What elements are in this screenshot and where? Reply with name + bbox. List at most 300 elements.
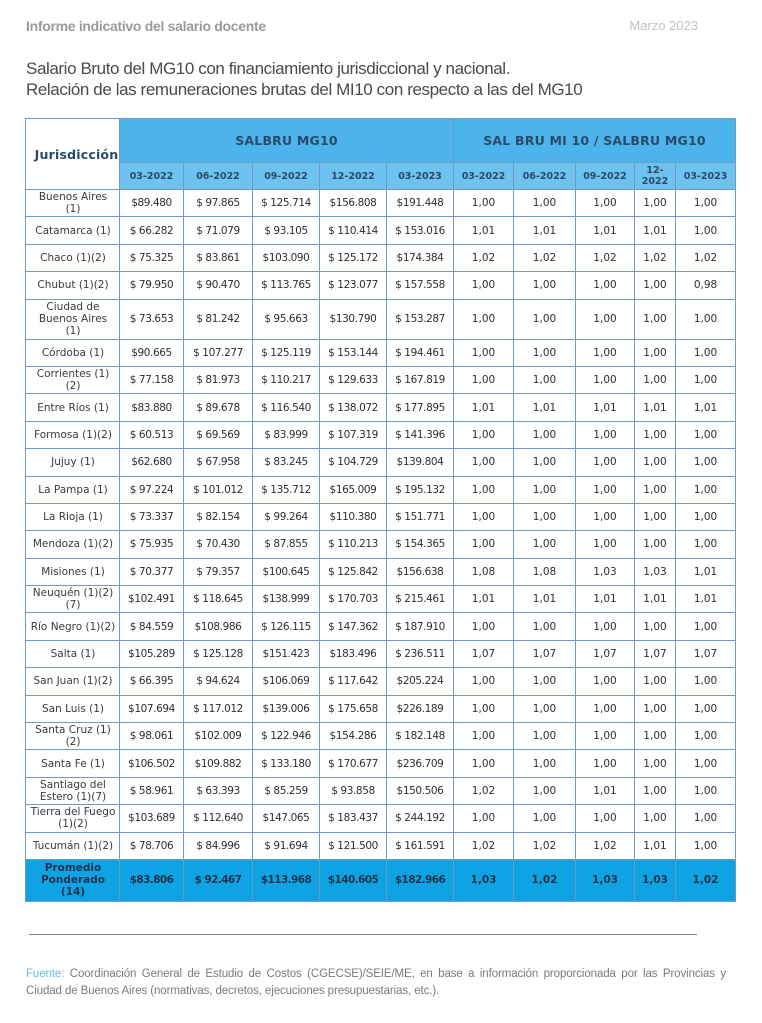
table-row (26, 558, 736, 585)
table-row (26, 272, 736, 299)
ratio-value-cell: 1,00 (676, 777, 736, 804)
ratio-value-cell: 1,00 (514, 299, 576, 339)
salbru-value-cell: $ 153.144 (320, 339, 387, 366)
summary-ratio-cell: 1,03 (635, 859, 676, 901)
ratio-value-cell: 1,01 (514, 586, 576, 613)
ratio-value-cell: 1,02 (676, 244, 736, 271)
table-row (26, 421, 736, 448)
salbru-value-cell: $ 175.658 (320, 695, 387, 722)
salbru-value-cell: $ 147.362 (320, 613, 387, 640)
jurisdiction-cell: Santiago del Estero (1)(7) (26, 777, 120, 804)
salbru-value-cell: $ 154.365 (387, 531, 454, 558)
ratio-value-cell: 1,00 (676, 299, 736, 339)
salbru-value-cell: $ 107.277 (184, 339, 253, 366)
salbru-value-cell: $ 113.765 (253, 272, 320, 299)
ratio-value-cell: 1,00 (635, 421, 676, 448)
salbru-value-cell: $ 78.706 (120, 832, 184, 859)
salbru-value-cell: $ 194.461 (387, 339, 454, 366)
salbru-value-cell: $108.986 (184, 613, 253, 640)
table-row (26, 503, 736, 530)
salbru-value-cell: $ 83.861 (184, 244, 253, 271)
ratio-value-cell: 1,01 (676, 586, 736, 613)
salbru-value-cell: $ 125.128 (184, 640, 253, 667)
ratio-value-cell: 1,02 (635, 244, 676, 271)
ratio-value-cell: 1,00 (676, 503, 736, 530)
ratio-value-cell: 1,00 (676, 832, 736, 859)
salbru-value-cell: $ 157.558 (387, 272, 454, 299)
ratio-value-cell: 1,00 (576, 299, 635, 339)
summary-salbru-cell: $ 92.467 (184, 859, 253, 901)
jurisdiction-column-header: Jurisdicción (26, 119, 120, 190)
ratio-period-header: 06-2022 (514, 163, 576, 190)
jurisdiction-cell: Salta (1) (26, 640, 120, 667)
ratio-group-header: SAL BRU MI 10 / SALBRU MG10 (454, 119, 736, 163)
salbru-value-cell: $ 112.640 (184, 805, 253, 832)
jurisdiction-cell: Chubut (1)(2) (26, 272, 120, 299)
jurisdiction-cell: Entre Ríos (1) (26, 394, 120, 421)
footer-divider (29, 934, 697, 935)
ratio-value-cell: 1,01 (514, 394, 576, 421)
salbru-value-cell: $ 151.771 (387, 503, 454, 530)
salbru-value-cell: $236.709 (387, 750, 454, 777)
source-label: Fuente: (26, 968, 65, 980)
salbru-value-cell: $ 71.079 (184, 217, 253, 244)
salbru-value-cell: $ 135.712 (253, 476, 320, 503)
salary-table (25, 118, 736, 902)
table-row (26, 449, 736, 476)
ratio-value-cell: 1,01 (576, 217, 635, 244)
ratio-value-cell: 1,00 (454, 805, 514, 832)
table-row (26, 190, 736, 217)
ratio-value-cell: 1,00 (576, 190, 635, 217)
ratio-value-cell: 0,98 (676, 272, 736, 299)
ratio-value-cell: 1,00 (635, 503, 676, 530)
ratio-value-cell: 1,02 (454, 832, 514, 859)
ratio-value-cell: 1,07 (576, 640, 635, 667)
table-row (26, 394, 736, 421)
salbru-group-header: SALBRU MG10 (120, 119, 454, 163)
ratio-value-cell: 1,00 (576, 421, 635, 448)
ratio-value-cell: 1,00 (576, 723, 635, 750)
salbru-value-cell: $ 81.973 (184, 366, 253, 393)
jurisdiction-cell: La Rioja (1) (26, 503, 120, 530)
report-header (26, 18, 698, 38)
ratio-value-cell: 1,00 (514, 339, 576, 366)
ratio-value-cell: 1,00 (514, 449, 576, 476)
ratio-value-cell: 1,00 (576, 503, 635, 530)
ratio-value-cell: 1,00 (635, 190, 676, 217)
jurisdiction-cell: Buenos Aires (1) (26, 190, 120, 217)
jurisdiction-cell: Santa Fe (1) (26, 750, 120, 777)
ratio-value-cell: 1,00 (576, 272, 635, 299)
ratio-value-cell: 1,01 (514, 217, 576, 244)
ratio-value-cell: 1,00 (514, 750, 576, 777)
salbru-value-cell: $ 73.653 (120, 299, 184, 339)
salbru-value-cell: $ 133.180 (253, 750, 320, 777)
ratio-value-cell: 1,00 (676, 750, 736, 777)
salbru-value-cell: $ 110.213 (320, 531, 387, 558)
salbru-value-cell: $ 67.958 (184, 449, 253, 476)
ratio-value-cell: 1,00 (514, 668, 576, 695)
ratio-value-cell: 1,02 (454, 777, 514, 804)
ratio-value-cell: 1,00 (454, 299, 514, 339)
ratio-period-header: 09-2022 (576, 163, 635, 190)
salbru-value-cell: $ 73.337 (120, 503, 184, 530)
ratio-value-cell: 1,00 (576, 750, 635, 777)
ratio-value-cell: 1,00 (635, 668, 676, 695)
ratio-value-cell: 1,01 (576, 777, 635, 804)
salbru-value-cell: $ 58.961 (120, 777, 184, 804)
ratio-value-cell: 1,00 (635, 272, 676, 299)
ratio-value-cell: 1,00 (635, 531, 676, 558)
salbru-value-cell: $ 118.645 (184, 586, 253, 613)
ratio-value-cell: 1,01 (676, 558, 736, 585)
ratio-value-cell: 1,00 (454, 476, 514, 503)
ratio-value-cell: 1,03 (576, 558, 635, 585)
salbru-value-cell: $ 69.569 (184, 421, 253, 448)
ratio-value-cell: 1,00 (635, 723, 676, 750)
table-row (26, 723, 736, 750)
ratio-value-cell: 1,00 (576, 366, 635, 393)
ratio-value-cell: 1,00 (676, 217, 736, 244)
jurisdiction-cell: San Juan (1)(2) (26, 668, 120, 695)
ratio-value-cell: 1,07 (635, 640, 676, 667)
salbru-value-cell: $183.496 (320, 640, 387, 667)
table-header (26, 119, 736, 190)
summary-salbru-cell: $140.605 (320, 859, 387, 901)
ratio-value-cell: 1,00 (635, 476, 676, 503)
salbru-value-cell: $174.384 (387, 244, 454, 271)
salbru-value-cell: $ 215.461 (387, 586, 454, 613)
salbru-period-header: 03-2022 (120, 163, 184, 190)
salbru-value-cell: $ 83.999 (253, 421, 320, 448)
salbru-value-cell: $ 122.946 (253, 723, 320, 750)
jurisdiction-cell: Neuquén (1)(2)(7) (26, 586, 120, 613)
summary-label-cell: Promedio Ponderado (14) (26, 859, 120, 901)
salbru-value-cell: $ 93.858 (320, 777, 387, 804)
salbru-value-cell: $ 60.513 (120, 421, 184, 448)
salbru-value-cell: $ 236.511 (387, 640, 454, 667)
source-note (26, 966, 726, 1000)
salbru-value-cell: $139.006 (253, 695, 320, 722)
salbru-value-cell: $105.289 (120, 640, 184, 667)
ratio-value-cell: 1,02 (454, 244, 514, 271)
salbru-value-cell: $ 89.678 (184, 394, 253, 421)
ratio-value-cell: 1,00 (576, 668, 635, 695)
ratio-value-cell: 1,00 (576, 531, 635, 558)
ratio-value-cell: 1,00 (454, 613, 514, 640)
salbru-value-cell: $ 82.154 (184, 503, 253, 530)
salbru-value-cell: $ 110.217 (253, 366, 320, 393)
ratio-value-cell: 1,00 (454, 750, 514, 777)
subtitle-line-2: Relación de las remuneraciones brutas del MI10 con respecto a las del MG10 (26, 80, 583, 99)
salbru-value-cell: $ 195.132 (387, 476, 454, 503)
salbru-value-cell: $ 153.287 (387, 299, 454, 339)
ratio-value-cell: 1,00 (514, 723, 576, 750)
salbru-value-cell: $ 63.393 (184, 777, 253, 804)
salbru-period-header: 12-2022 (320, 163, 387, 190)
table-row (26, 668, 736, 695)
salbru-value-cell: $89.480 (120, 190, 184, 217)
report-date: Marzo 2023 (629, 18, 698, 33)
ratio-value-cell: 1,00 (635, 613, 676, 640)
ratio-value-cell: 1,00 (514, 613, 576, 640)
salbru-value-cell: $ 99.264 (253, 503, 320, 530)
summary-ratio-cell: 1,02 (514, 859, 576, 901)
salbru-value-cell: $ 170.677 (320, 750, 387, 777)
salbru-value-cell: $156.638 (387, 558, 454, 585)
ratio-value-cell: 1,07 (514, 640, 576, 667)
ratio-period-header: 03-2023 (676, 163, 736, 190)
ratio-value-cell: 1,00 (635, 805, 676, 832)
ratio-value-cell: 1,01 (576, 394, 635, 421)
ratio-value-cell: 1,00 (454, 272, 514, 299)
salbru-value-cell: $ 77.158 (120, 366, 184, 393)
table-row (26, 299, 736, 339)
ratio-value-cell: 1,00 (576, 449, 635, 476)
ratio-value-cell: 1,00 (635, 777, 676, 804)
salbru-value-cell: $ 97.865 (184, 190, 253, 217)
salbru-value-cell: $ 125.714 (253, 190, 320, 217)
salbru-value-cell: $106.069 (253, 668, 320, 695)
ratio-value-cell: 1,00 (635, 366, 676, 393)
salbru-period-header: 06-2022 (184, 163, 253, 190)
salbru-value-cell: $ 123.077 (320, 272, 387, 299)
salbru-value-cell: $ 70.430 (184, 531, 253, 558)
salbru-value-cell: $ 107.319 (320, 421, 387, 448)
ratio-value-cell: 1,00 (676, 723, 736, 750)
salbru-value-cell: $130.790 (320, 299, 387, 339)
ratio-value-cell: 1,00 (454, 531, 514, 558)
jurisdiction-cell: Jujuy (1) (26, 449, 120, 476)
salbru-value-cell: $100.645 (253, 558, 320, 585)
ratio-value-cell: 1,00 (576, 339, 635, 366)
ratio-value-cell: 1,00 (514, 805, 576, 832)
salbru-value-cell: $ 84.996 (184, 832, 253, 859)
salbru-value-cell: $ 75.935 (120, 531, 184, 558)
salbru-value-cell: $165.009 (320, 476, 387, 503)
salbru-value-cell: $102.009 (184, 723, 253, 750)
salbru-value-cell: $110.380 (320, 503, 387, 530)
table-row (26, 366, 736, 393)
salbru-value-cell: $ 110.414 (320, 217, 387, 244)
ratio-value-cell: 1,00 (676, 190, 736, 217)
ratio-value-cell: 1,00 (514, 190, 576, 217)
ratio-value-cell: 1,01 (635, 832, 676, 859)
ratio-value-cell: 1,00 (514, 476, 576, 503)
table-row (26, 640, 736, 667)
table-row (26, 476, 736, 503)
ratio-value-cell: 1,07 (454, 640, 514, 667)
table-row (26, 832, 736, 859)
ratio-value-cell: 1,00 (454, 668, 514, 695)
ratio-value-cell: 1,01 (576, 586, 635, 613)
ratio-value-cell: 1,02 (576, 832, 635, 859)
jurisdiction-cell: Santa Cruz (1)(2) (26, 723, 120, 750)
salbru-value-cell: $ 84.559 (120, 613, 184, 640)
salbru-value-cell: $ 182.148 (387, 723, 454, 750)
salbru-value-cell: $ 125.842 (320, 558, 387, 585)
ratio-value-cell: 1,00 (576, 613, 635, 640)
summary-salbru-cell: $83.806 (120, 859, 184, 901)
jurisdiction-cell: Formosa (1)(2) (26, 421, 120, 448)
ratio-value-cell: 1,00 (454, 503, 514, 530)
table-subtitle (26, 58, 582, 100)
salbru-value-cell: $ 129.633 (320, 366, 387, 393)
salbru-value-cell: $ 117.012 (184, 695, 253, 722)
table-row (26, 244, 736, 271)
salbru-value-cell: $106.502 (120, 750, 184, 777)
salbru-value-cell: $107.694 (120, 695, 184, 722)
ratio-value-cell: 1,03 (635, 558, 676, 585)
ratio-value-cell: 1,01 (454, 394, 514, 421)
salbru-value-cell: $ 161.591 (387, 832, 454, 859)
ratio-value-cell: 1,00 (676, 531, 736, 558)
salbru-value-cell: $ 117.642 (320, 668, 387, 695)
salbru-value-cell: $62.680 (120, 449, 184, 476)
jurisdiction-cell: Tucumán (1)(2) (26, 832, 120, 859)
salbru-value-cell: $ 95.663 (253, 299, 320, 339)
salbru-value-cell: $ 101.012 (184, 476, 253, 503)
salbru-value-cell: $ 90.470 (184, 272, 253, 299)
ratio-value-cell: 1,00 (454, 421, 514, 448)
jurisdiction-cell: Catamarca (1) (26, 217, 120, 244)
summary-ratio-cell: 1,02 (676, 859, 736, 901)
table-row (26, 750, 736, 777)
salbru-value-cell: $ 91.694 (253, 832, 320, 859)
summary-ratio-cell: 1,03 (576, 859, 635, 901)
salbru-value-cell: $154.286 (320, 723, 387, 750)
salbru-value-cell: $151.423 (253, 640, 320, 667)
jurisdiction-cell: Misiones (1) (26, 558, 120, 585)
ratio-value-cell: 1,00 (454, 723, 514, 750)
salbru-value-cell: $ 167.819 (387, 366, 454, 393)
table-row (26, 586, 736, 613)
ratio-value-cell: 1,01 (454, 217, 514, 244)
subtitle-line-1: Salario Bruto del MG10 con financiamiento jurisdiccional y nacional. (26, 59, 511, 78)
salbru-value-cell: $ 183.437 (320, 805, 387, 832)
ratio-value-cell: 1,00 (676, 421, 736, 448)
table-row (26, 531, 736, 558)
salbru-value-cell: $ 66.395 (120, 668, 184, 695)
salbru-value-cell: $ 97.224 (120, 476, 184, 503)
table-row (26, 339, 736, 366)
salbru-value-cell: $103.689 (120, 805, 184, 832)
ratio-value-cell: 1,00 (676, 613, 736, 640)
salbru-value-cell: $ 79.950 (120, 272, 184, 299)
summary-salbru-cell: $113.968 (253, 859, 320, 901)
salbru-value-cell: $ 177.895 (387, 394, 454, 421)
jurisdiction-cell: Ciudad de Buenos Aires (1) (26, 299, 120, 339)
jurisdiction-cell: Mendoza (1)(2) (26, 531, 120, 558)
ratio-value-cell: 1,00 (676, 695, 736, 722)
salbru-value-cell: $ 98.061 (120, 723, 184, 750)
ratio-value-cell: 1,00 (676, 449, 736, 476)
salbru-value-cell: $138.999 (253, 586, 320, 613)
salbru-value-cell: $90.665 (120, 339, 184, 366)
ratio-value-cell: 1,00 (676, 476, 736, 503)
summary-row (26, 859, 736, 901)
salbru-value-cell: $205.224 (387, 668, 454, 695)
jurisdiction-cell: Tierra del Fuego (1)(2) (26, 805, 120, 832)
salbru-value-cell: $ 75.325 (120, 244, 184, 271)
ratio-value-cell: 1,00 (635, 449, 676, 476)
salbru-value-cell: $156.808 (320, 190, 387, 217)
table-row (26, 777, 736, 804)
salbru-value-cell: $139.804 (387, 449, 454, 476)
ratio-value-cell: 1,00 (576, 476, 635, 503)
ratio-value-cell: 1,00 (514, 531, 576, 558)
ratio-period-header: 03-2022 (454, 163, 514, 190)
ratio-value-cell: 1,01 (635, 586, 676, 613)
table-row (26, 695, 736, 722)
salbru-value-cell: $ 93.105 (253, 217, 320, 244)
ratio-value-cell: 1,01 (454, 586, 514, 613)
ratio-value-cell: 1,00 (454, 339, 514, 366)
ratio-value-cell: 1,00 (514, 366, 576, 393)
salbru-value-cell: $83.880 (120, 394, 184, 421)
report-title: Informe indicativo del salario docente (26, 18, 266, 34)
summary-ratio-cell: 1,03 (454, 859, 514, 901)
salbru-value-cell: $ 121.500 (320, 832, 387, 859)
ratio-value-cell: 1,00 (635, 339, 676, 366)
ratio-value-cell: 1,00 (454, 366, 514, 393)
salbru-value-cell: $ 187.910 (387, 613, 454, 640)
ratio-value-cell: 1,00 (576, 805, 635, 832)
ratio-value-cell: 1,00 (514, 503, 576, 530)
ratio-value-cell: 1,00 (676, 339, 736, 366)
ratio-value-cell: 1,00 (635, 695, 676, 722)
ratio-value-cell: 1,00 (635, 299, 676, 339)
ratio-value-cell: 1,00 (676, 805, 736, 832)
salbru-value-cell: $ 66.282 (120, 217, 184, 244)
salbru-value-cell: $ 244.192 (387, 805, 454, 832)
salbru-value-cell: $147.065 (253, 805, 320, 832)
salbru-value-cell: $ 141.396 (387, 421, 454, 448)
ratio-value-cell: 1,00 (454, 449, 514, 476)
ratio-value-cell: 1,01 (635, 394, 676, 421)
jurisdiction-cell: San Luis (1) (26, 695, 120, 722)
salbru-value-cell: $191.448 (387, 190, 454, 217)
ratio-value-cell: 1,08 (514, 558, 576, 585)
salbru-value-cell: $102.491 (120, 586, 184, 613)
jurisdiction-cell: Chaco (1)(2) (26, 244, 120, 271)
ratio-value-cell: 1,00 (514, 272, 576, 299)
ratio-value-cell: 1,00 (514, 421, 576, 448)
salbru-period-header: 09-2022 (253, 163, 320, 190)
salbru-value-cell: $109.882 (184, 750, 253, 777)
ratio-value-cell: 1,02 (514, 244, 576, 271)
source-text: Coordinación General de Estudio de Costos (CGECSE)/SEIE/ME, en base a información proporcionada por las Provincias y Ciudad de Buenos Aires (normativas, decretos, ejecuciones presupuestarias, etc.). (26, 968, 726, 997)
ratio-value-cell: 1,02 (576, 244, 635, 271)
ratio-value-cell: 1,00 (514, 695, 576, 722)
table-body (26, 190, 736, 902)
salbru-value-cell: $ 170.703 (320, 586, 387, 613)
salbru-value-cell: $ 85.259 (253, 777, 320, 804)
salbru-value-cell: $ 79.357 (184, 558, 253, 585)
ratio-value-cell: 1,01 (676, 394, 736, 421)
jurisdiction-cell: Río Negro (1)(2) (26, 613, 120, 640)
ratio-value-cell: 1,00 (676, 366, 736, 393)
period-header-row (26, 163, 736, 190)
jurisdiction-cell: Córdoba (1) (26, 339, 120, 366)
ratio-value-cell: 1,00 (576, 695, 635, 722)
ratio-value-cell: 1,00 (454, 695, 514, 722)
salbru-period-header: 03-2023 (387, 163, 454, 190)
jurisdiction-cell: Corrientes (1)(2) (26, 366, 120, 393)
salbru-value-cell: $ 126.115 (253, 613, 320, 640)
salbru-value-cell: $ 81.242 (184, 299, 253, 339)
